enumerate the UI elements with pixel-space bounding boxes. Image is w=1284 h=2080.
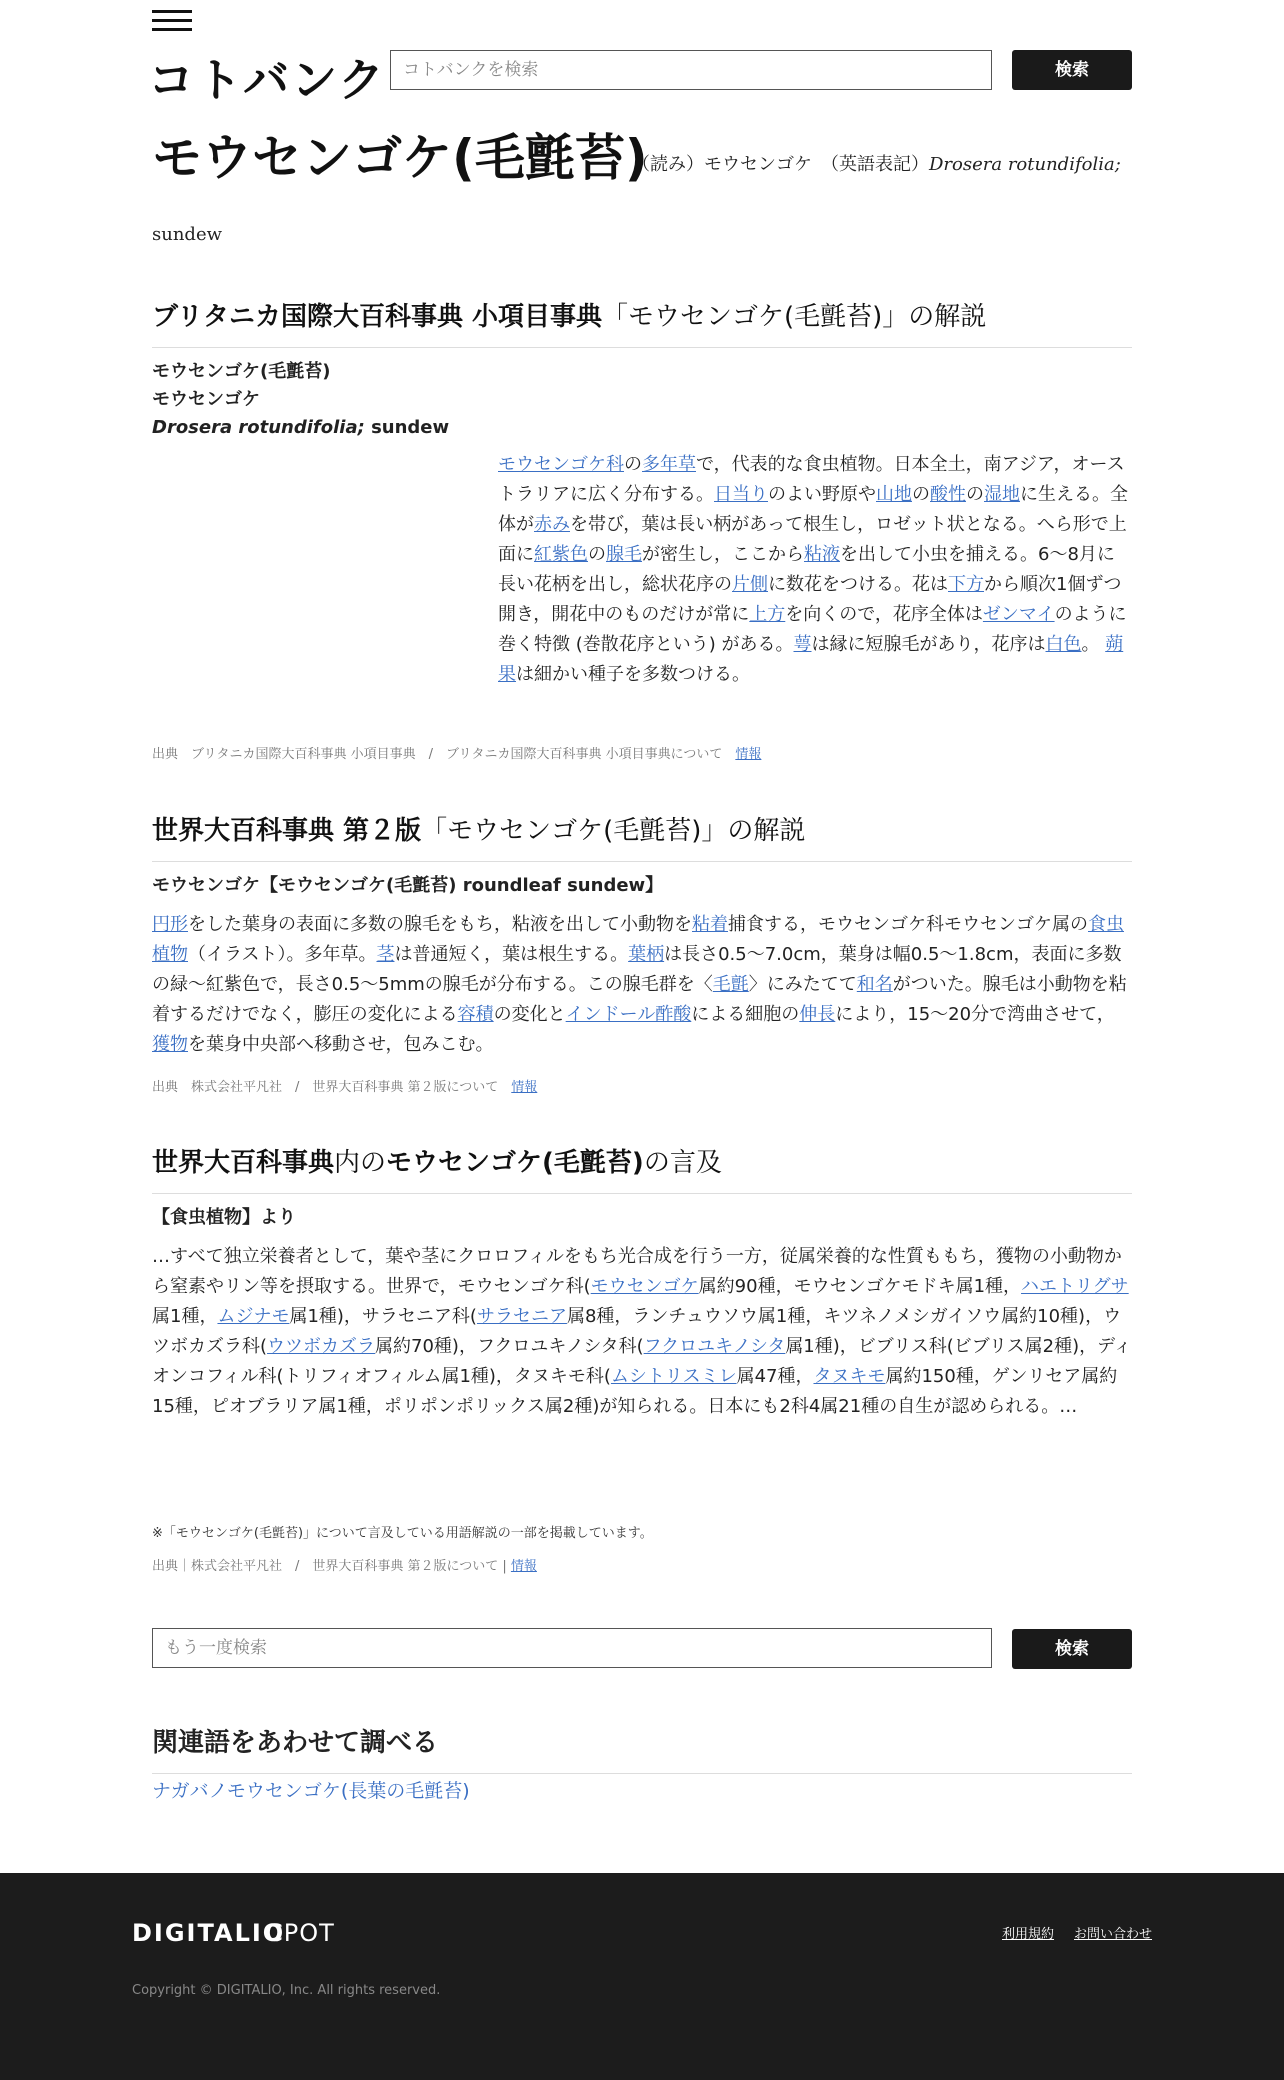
body-text: 属47種， [736,1366,814,1387]
section-source-name: 世界大百科事典 第２版 [152,816,422,846]
body-text: に生える。全体が [498,484,1128,535]
heading-d: の言及 [643,1148,722,1178]
body-text: 属1種)，ビブリス科(ビブリス属2種)，ディオンコフィル科(トリフィオフィルム属1種)，タヌキモ科( [152,1336,1132,1387]
glossary-link[interactable]: モウセンゴケ科 [498,454,624,475]
body-text: で，代表的な食虫植物。日本全土，南アジア，オーストラリアに広く分布する。 [498,454,1125,505]
glossary-link[interactable]: 伸長 [799,1004,836,1025]
body-text: の [624,454,642,475]
body-text: を帯び，葉は長い柄があって根生し，ロゼット状となる。へら形で上面に [498,514,1127,565]
term-reading: モウセンゴケ [152,389,260,410]
body-text: による細胞の [691,1004,800,1025]
term-title: モウセンゴケ(毛氈苔) [152,361,331,382]
body-text: から順次1個ずつ開き，開花中のものだけが常に [498,574,1122,625]
search-again-button[interactable]: 検索 [1012,1629,1132,1669]
info-link[interactable]: 情報 [735,747,762,762]
body-text: 〉にみたてて [748,974,857,995]
term-english-rest: sundew [364,417,450,438]
glossary-link[interactable]: タヌキモ [813,1366,886,1387]
glossary-link[interactable]: 腺毛 [606,544,642,565]
body-text: が密生し，ここから [642,544,804,565]
title-reading [632,150,1121,176]
heading-c: モウセンゴケ(毛氈苔) [386,1148,644,1178]
search-input[interactable] [390,50,992,90]
glossary-link[interactable]: 赤み [534,514,570,535]
glossary-link[interactable]: 多年草 [642,454,696,475]
related-term-link[interactable]: ナガバノモウセンゴケ(長葉の毛氈苔) [152,1780,470,1802]
glossary-link[interactable]: 山地 [876,484,912,505]
info-link[interactable]: 情報 [510,1559,537,1574]
glossary-link[interactable]: フクロユキノシタ [643,1336,786,1357]
body-text: 属1種， [152,1306,218,1327]
body-text: 。 [1081,634,1106,655]
body-text: の [588,544,606,565]
english-name-2: sundew [152,224,223,245]
body-text: は長さ0.5～7.0cm，葉身は幅0.5～1.8cm，表面に多数の緑～紅紫色で，長さ0.5～5mmの腺毛が分布する。この腺毛群を〈 [152,944,1122,995]
glossary-link[interactable]: 茎 [376,944,395,965]
page-title: モウセンゴケ(毛氈苔) [152,129,648,187]
related-heading: 関連語をあわせて調べる [152,1722,1132,1774]
glossary-link[interactable]: インドール酢酸 [565,1004,692,1025]
digitalio-logo[interactable]: DIGITALIO [132,1919,286,1947]
body-text: は細かい種子を多数つける。 [516,664,750,685]
term-latin: Drosera rotundifolia; [152,417,365,438]
glossary-link[interactable]: 萼 [793,634,812,655]
site-logo[interactable]: コトバンク [148,53,387,107]
body-text: （イラスト）。多年草。 [188,944,377,965]
body-text: 捕食する，モウセンゴケ科モウセンゴケ属の [728,914,1088,935]
body-text: の [912,484,930,505]
glossary-link[interactable]: 食虫植物 [152,914,1124,965]
glossary-link[interactable]: ゼンマイ [982,604,1055,625]
body-text: 属8種，ランチュウソウ属1種，キツネノメシガイソウ属約10種)，ウツボカズラ科( [152,1306,1122,1357]
mention-body [152,1242,1132,1422]
body-text: に数花をつける。花は [768,574,948,595]
body-text: のように巻く特徴 (巻散花序という) がある。 [498,604,1127,655]
body-text: の [966,484,984,505]
info-link[interactable]: 情報 [511,1080,538,1095]
menu-icon[interactable] [152,10,192,32]
section-heading-britannica [152,296,1132,348]
glossary-link[interactable]: 粘着 [692,914,728,935]
body-text: は普通短く，葉は根生する。 [394,944,629,965]
section-heading-rest: 「モウセンゴケ(毛氈苔)」の解説 [421,816,806,846]
glossary-link[interactable]: 獲物 [152,1034,188,1055]
source-britannica [152,743,761,762]
mention-subhead: 【食虫植物】より [152,1207,296,1228]
glossary-link[interactable]: ムジナモ [217,1306,290,1327]
source-text: 出典 ブリタニカ国際大百科事典 小項目事典 / ブリタニカ国際大百科事典 小項目事典について [152,747,736,762]
body-text: 属約90種，モウセンゴケモドキ属1種， [698,1276,1022,1297]
body-text: を葉身中央部へ移動させ，包みこむ。 [188,1034,494,1055]
glossary-link[interactable]: サラセニア [476,1306,567,1327]
glossary-link[interactable]: 蒴果 [498,634,1124,685]
glossary-link[interactable]: 葉柄 [628,944,665,965]
section-heading-mention [152,1142,1132,1194]
glossary-link[interactable]: 粘液 [804,544,840,565]
source-text: 出典｜株式会社平凡社 / 世界大百科事典 第２版について | [152,1559,511,1574]
body-text: をした葉身の表面に多数の腺毛をもち，粘液を出して小動物を [188,914,692,935]
section-heading-rest: 「モウセンゴケ(毛氈苔)」の解説 [602,302,987,332]
body-text: は縁に短腺毛があり，花序は [811,634,1046,655]
search-button[interactable]: 検索 [1012,50,1132,90]
terms-link[interactable]: 利用規約 [1002,1927,1055,1942]
heading-a: 世界大百科事典 [152,1148,335,1178]
glossary-link[interactable]: モウセンゴケ [590,1276,699,1297]
glossary-link[interactable]: ウツボカズラ [267,1336,376,1357]
body-text: により，15～20分で湾曲させて， [835,1004,1115,1025]
glossary-link[interactable]: 白色 [1045,634,1082,655]
glossary-link[interactable]: 片側 [732,574,768,595]
glossary-link[interactable]: 下方 [948,574,984,595]
glossary-link[interactable]: 湿地 [984,484,1020,505]
search-again-input[interactable] [152,1628,992,1668]
glossary-link[interactable]: 酸性 [930,484,966,505]
britannica-body [498,450,1132,690]
glossary-link[interactable]: 上方 [749,604,786,625]
body-text: 属約150種，ゲンリセア属約15種，ピオブラリア属1種，ポリポンポリックス属2種)が知られる。日本にも2科4属21種の自生が認められる。… [152,1366,1118,1417]
glossary-link[interactable]: 毛氈 [712,974,749,995]
glossary-link[interactable]: 日当り [714,484,768,505]
term-english [152,414,449,442]
reading-label: （読み）モウセンゴケ （英語表記） [632,154,929,175]
glossary-link[interactable]: 和名 [856,974,893,995]
glossary-link[interactable]: 容積 [457,1004,494,1025]
glossary-link[interactable]: 円形 [152,914,188,935]
body-text: 属1種)，サラセニア科( [289,1306,477,1327]
body-text: を出して小虫を捕える。6～8月に長い花柄を出し，総状花序の [498,544,1115,595]
sekai-body [152,910,1132,1060]
english-name: Drosera rotundifolia; [929,154,1121,175]
body-text: がついた。腺毛は小動物を粘着するだけでなく，膨圧の変化による [152,974,1127,1025]
body-text: …すべて独立栄養者として，葉や茎にクロロフィルをもち光合成を行う一方，従属栄養的な性質ももち，獲物の小動物から窒素やリン等を摂取する。世界で，モウセンゴケ科( [152,1246,1122,1297]
term-block [152,358,449,442]
body-text: のよい野原や [768,484,876,505]
source-sekai [152,1076,537,1095]
glossary-link[interactable]: 紅紫色 [534,544,588,565]
source-text: 出典 株式会社平凡社 / 世界大百科事典 第２版について [152,1080,512,1095]
body-text: を向くので，花序全体は [785,604,983,625]
section-source-name: ブリタニカ国際大百科事典 小項目事典 [152,302,603,332]
footer [0,1873,1284,2080]
body-text: 属約70種)，フクロユキノシタ科( [375,1336,644,1357]
section-heading-sekai [152,810,1132,862]
term-title: モウセンゴケ【モウセンゴケ(毛氈苔) roundleaf sundew】 [152,875,664,896]
contact-link[interactable]: お問い合わせ [1074,1927,1153,1942]
copyright: Copyright © DIGITALIO, Inc. All rights reserved. [132,1983,441,1998]
cpot-logo[interactable]: CPOT [266,1919,335,1947]
mention-note: ※「モウセンゴケ(毛氈苔)」について言及している用語解説の一部を掲載しています。 [152,1526,653,1541]
heading-b: 内の [334,1148,387,1178]
glossary-link[interactable]: ハエトリグサ [1021,1276,1129,1297]
source-mention [152,1555,537,1574]
glossary-link[interactable]: ムシトリスミレ [610,1366,737,1387]
body-text: の変化と [493,1004,566,1025]
